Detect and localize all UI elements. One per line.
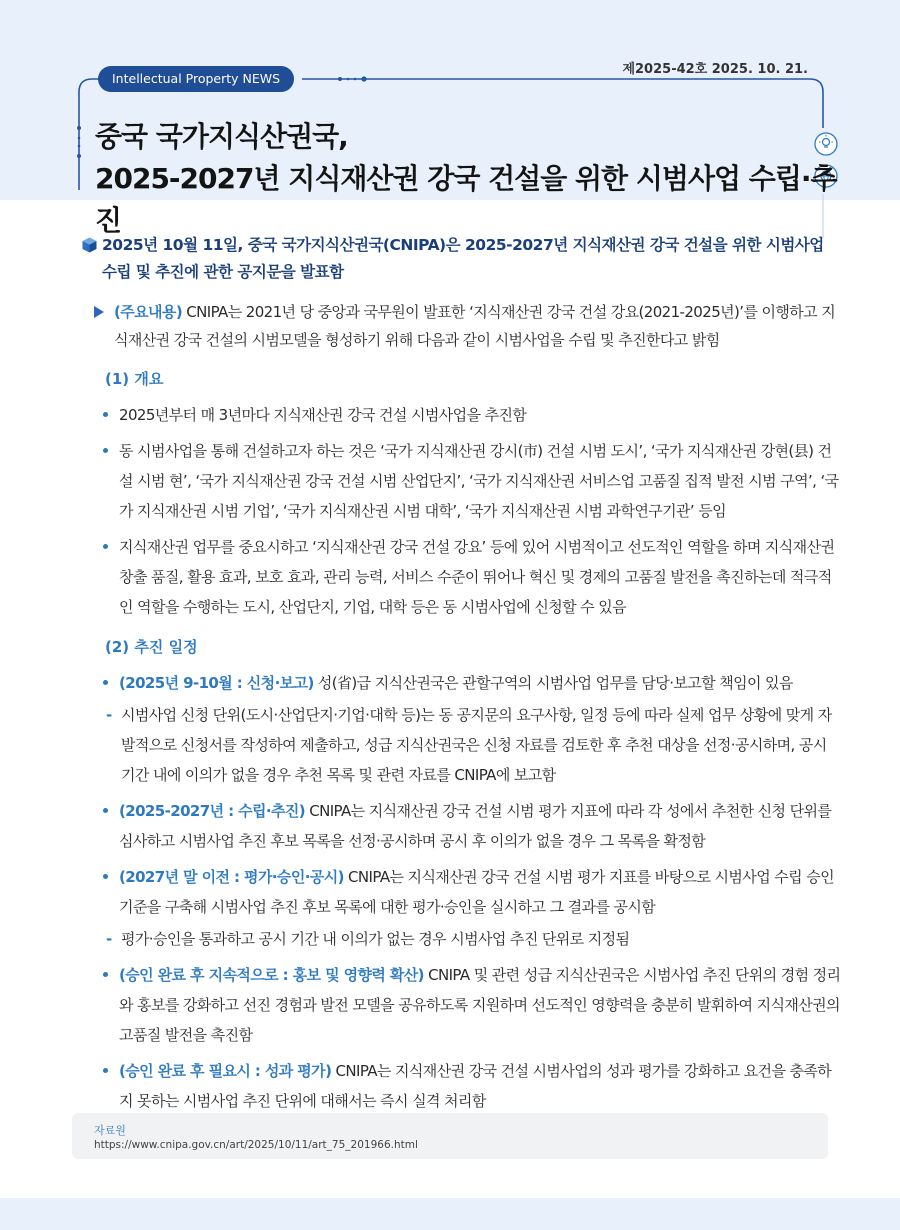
bullet-text: CNIPA는 지식재산권 강국 건설 시범 평가 지표에 따라 각 성에서 추천한 신청 단위를 심사하고 시범사업 추진 후보 목록을 선정·공시하며 공시 후 이의가 없을 경우 그 목록을 확정함 [119,802,832,850]
bullet-text: 성(省)급 지식산권국은 관할구역의 시범사업 업무를 담당·보고할 책임이 있음 [313,674,793,692]
footer-band [0,1198,900,1230]
title-line-2: 2025-2027년 지식재산권 강국 건설을 위한 시범사업 수립·추진 [95,162,837,237]
bullet-dot-icon [103,1068,108,1073]
dash-marker: - [106,930,112,948]
schedule-label: (승인 완료 후 지속적으로 : 홍보 및 영향력 확산) [119,966,424,984]
source-label: 자료원 [94,1124,126,1137]
list-item [82,668,842,698]
bullet-dot-icon [103,874,108,879]
list-item [82,862,842,922]
list-item [82,960,842,1050]
intro-text: CNIPA는 2021년 당 중앙과 국무원이 발표한 ‘지식재산권 강국 건설 강요(2021-2025년)’를 이행하고 지식재산권 강국 건설의 시범모델을 형성하기 위해 다음과 같이 시범사업을 수립 및 추진한다고 밝힘 [114,303,836,349]
issue-info: 제2025-42호 2025. 10. 21. [622,62,808,77]
sub-list-item [82,924,842,954]
bullet-text: 지식재산권 업무를 중요시하고 ‘지식재산권 강국 건설 강요’ 등에 있어 시범적이고 선도적인 역할을 하며 지식재산권 창출 품질, 활용 효과, 보호 효과, 관리 능력, 서비스 수준이 뛰어나 혁신 및 경제의 고품질 발전을 촉진하는데 적극적인 역할을 수행하는 도시, 산업단지, 기업, 대학 등은 동 시범사업에 신청할 수 있음 [119,538,835,616]
bullet-text: CNIPA 및 관련 성급 지식산권국은 시범사업 추진 단위의 경험 정리와 홍보를 강화하고 선진 경험과 발전 모델을 공유하도록 지원하며 선도적인 영향력을 충분히 발휘하여 지식재산권의 고품질 발전을 촉진함 [119,966,841,1044]
heading-line-1: 2025년 10월 11일, 중국 국가지식산권국(CNIPA)은 2025-2027년 지식재산권 강국 건설을 위한 시범사업 [102,236,824,254]
schedule-label: (2027년 말 이전 : 평가·승인·공시) [119,868,344,886]
source-link[interactable]: https://www.cnipa.gov.cn/art/2025/10/11/art_75_201966.html [94,1139,418,1151]
bullet-text: CNIPA는 지식재산권 강국 건설 시범 평가 지표를 바탕으로 시범사업 수립 승인 기준을 구축해 시범사업 추진 후보 목록에 대한 평가·승인을 실시하고 그 결과를 공시함 [119,868,834,916]
schedule-label: (2025년 9-10월 : 신청·보고) [119,674,314,692]
dash-marker: - [106,706,112,724]
section-1-title: (1) 개요 [105,370,164,388]
list-item [82,532,842,622]
list-item [82,400,842,430]
title-line-1: 중국 국가지식산권국, [95,120,348,153]
intro-paragraph [82,298,842,354]
section-2-title: (2) 추진 일정 [105,638,198,656]
bullet-dot-icon [103,680,108,685]
main-content [82,232,842,1116]
sub-list-item [82,700,842,790]
series-badge: Intellectual Property NEWS [98,66,294,92]
intro-label: (주요내용) [114,303,183,321]
list-item [82,1056,842,1116]
list-item [82,796,842,856]
schedule-label: (승인 완료 후 필요시 : 성과 평가) [119,1062,332,1080]
bullet-text: 동 시범사업을 통해 건설하고자 하는 것은 ‘국가 지식재산권 강시(市) 건설 시범 도시’, ‘국가 지식재산권 강현(县) 건설 시범 현’, ‘국가 지식재산권 강국 건설 시범 산업단지’, ‘국가 지식재산권 서비스업 고품질 집적 발전 시범 구역’, ‘국가 지식재산권 시범 기업’, ‘국가 지식재산권 시범 대학’, ‘국가 지식재산권 시범 과학연구기관’ 등임 [119,442,839,520]
triangle-arrow-icon [94,306,104,318]
page-title [95,116,845,242]
bullet-dot-icon [103,808,108,813]
cube-icon [82,237,97,253]
schedule-label: (2025-2027년 : 수립·추진) [119,802,306,820]
bullet-text: 2025년부터 매 3년마다 지식재산권 강국 건설 시범사업을 추진함 [119,406,527,424]
bullet-text: CNIPA는 지식재산권 강국 건설 시범사업의 성과 평가를 강화하고 요건을 충족하지 못하는 시범사업 추진 단위에 대해서는 즉시 실격 처리함 [119,1062,832,1110]
source-box [72,1113,828,1159]
list-item [82,436,842,526]
bullet-dot-icon [103,544,108,549]
bullet-dot-icon [103,972,108,977]
sub-item-text: 평가·승인을 통과하고 공시 기간 내 이의가 없는 경우 시범사업 추진 단위로 지정됨 [121,930,630,948]
bullet-dot-icon [103,412,108,417]
heading-line-2: 수립 및 추진에 관한 공지문을 발표함 [102,263,344,281]
sub-item-text: 시범사업 신청 단위(도시·산업단지·기업·대학 등)는 동 공지문의 요구사항, 일정 등에 따라 실제 업무 상황에 맞게 자발적으로 신청서를 작성하여 제출하고, 성급 지식산권국은 신청 자료를 검토한 후 추천 대상을 선정·공시하며, 공시 기간 내에 이의가 없을 경우 추천 목록 및 관련 자료를 CNIPA에 보고함 [121,706,832,784]
bullet-dot-icon [103,448,108,453]
summary-heading [82,232,842,286]
